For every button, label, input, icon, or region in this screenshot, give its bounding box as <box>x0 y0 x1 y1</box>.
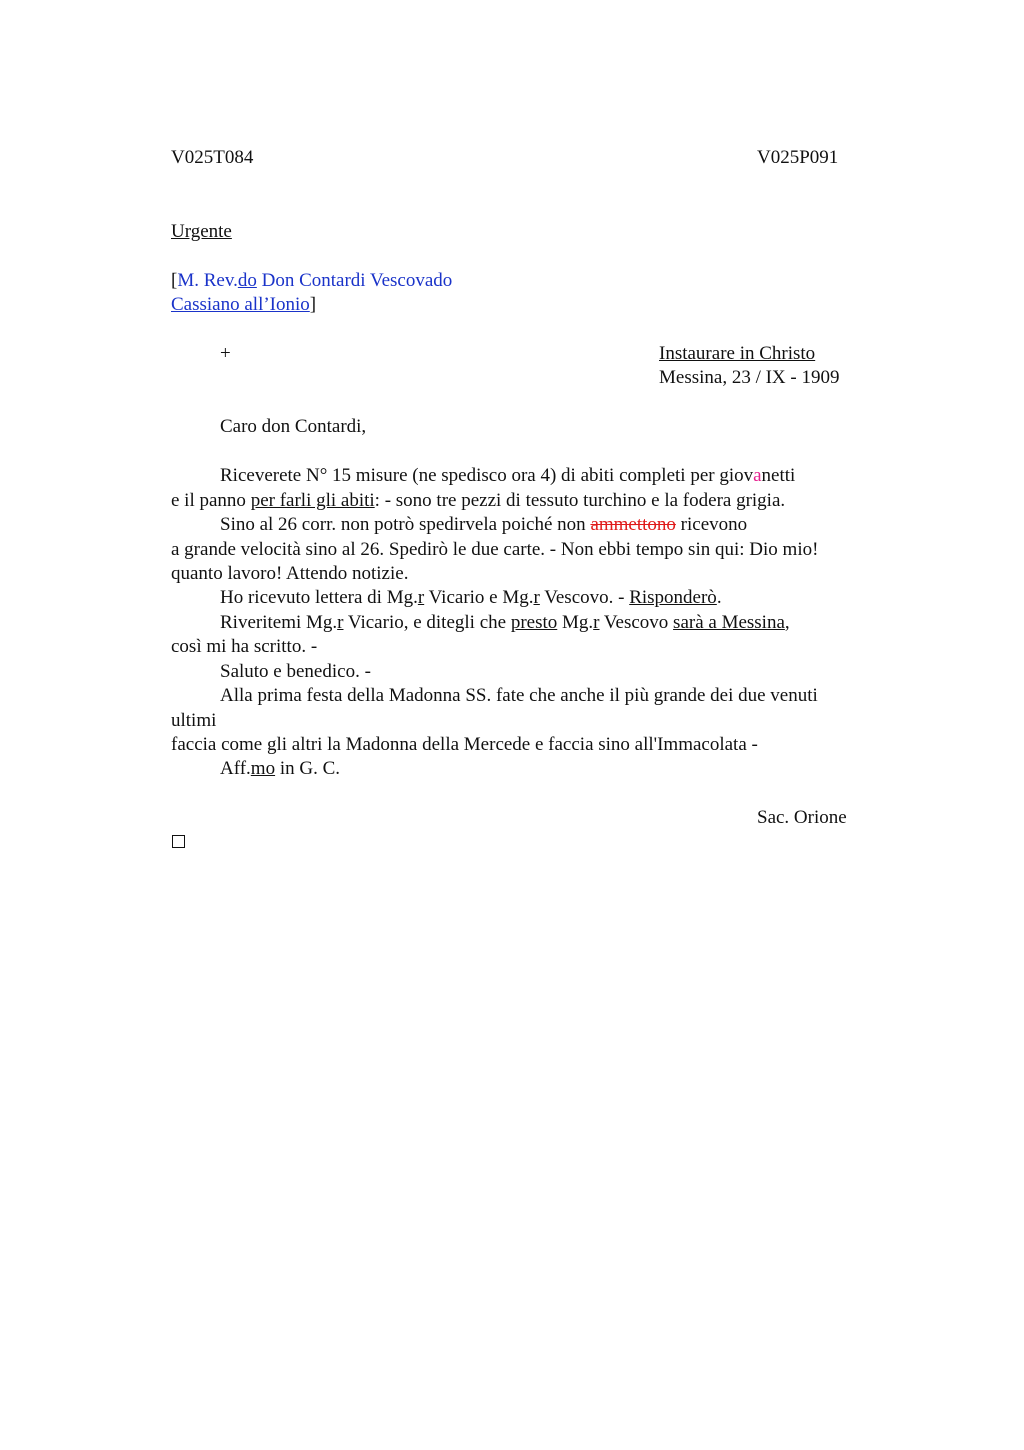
addressee-place: Cassiano all’Ionio <box>171 294 310 315</box>
underlined-text: mo <box>250 758 276 779</box>
underlined-text: r <box>417 587 425 608</box>
underlined-text: Risponderò <box>629 587 717 608</box>
addressee-line-1 <box>171 269 452 293</box>
text-run: Riveritemi Mg. <box>220 612 338 633</box>
text-run: Vicario, e ditegli che <box>343 612 511 633</box>
text-run: netti <box>761 465 796 486</box>
body-line <box>220 513 747 537</box>
text-run: ricevono <box>675 514 748 535</box>
addressee-title-sup: do <box>237 270 257 291</box>
text-run: Sino al 26 corr. non potrò spedirvela poiché non <box>220 514 591 535</box>
underlined-text: r <box>533 587 540 608</box>
text-run: Mg. <box>557 612 594 633</box>
body-line: ultimi <box>171 710 217 731</box>
body-line: Saluto e benedico. - <box>220 661 371 682</box>
closing <box>220 757 340 781</box>
text-run: in G. C. <box>275 758 341 779</box>
checkbox-square-icon <box>172 835 185 848</box>
inserted-letter: a <box>753 465 762 486</box>
addressee-bracket-open: [ <box>171 270 178 291</box>
text-run: , <box>784 612 790 633</box>
cross-mark: + <box>220 343 231 364</box>
text-run: Riceverete N° 15 misure (ne spedisco ora 4) di abiti completi per giov <box>220 465 754 486</box>
addressee-line-2 <box>171 293 316 317</box>
body-line <box>220 611 790 635</box>
document-code-right: V025P091 <box>757 147 839 168</box>
urgent-label: Urgente <box>171 221 232 242</box>
greeting: Caro don Contardi, <box>220 416 367 437</box>
body-line: Alla prima festa della Madonna SS. fate che anche il più grande dei due venuti <box>220 685 818 706</box>
underlined-text: presto <box>510 612 558 633</box>
text-run: Vescovo <box>599 612 674 633</box>
text-run: Vicario e Mg. <box>424 587 534 608</box>
text-run: Aff. <box>220 758 251 779</box>
underlined-text: r <box>337 612 344 633</box>
body-line: faccia come gli altri la Madonna della Mercede e faccia sino all'Immacolata - <box>171 734 758 755</box>
addressee-bracket-close: ] <box>309 294 317 315</box>
body-line <box>220 464 795 488</box>
document-code-left: V025T084 <box>171 147 254 168</box>
body-line: così mi ha scritto. - <box>171 636 318 657</box>
addressee-title: M. Rev. <box>177 270 238 291</box>
body-line: quanto lavoro! Attendo notizie. <box>171 563 409 584</box>
text-run: Ho ricevuto lettera di Mg. <box>220 587 418 608</box>
body-line <box>171 489 785 513</box>
motto: Instaurare in Christo <box>659 343 816 364</box>
text-run: . <box>716 587 722 608</box>
text-run: Vescovo. - <box>539 587 630 608</box>
addressee-name: Don Contardi Vescovado <box>256 270 453 291</box>
text-run: e il panno <box>171 490 251 511</box>
body-line <box>220 586 722 610</box>
underlined-text: per farli gli abiti <box>250 490 375 511</box>
struck-text: ammettono <box>590 514 676 535</box>
text-run: : - sono tre pezzi di tessuto turchino e la fodera grigia. <box>374 490 786 511</box>
underlined-text: sarà a Messina <box>673 612 785 633</box>
underlined-text: r <box>593 612 600 633</box>
signature: Sac. Orione <box>757 807 847 828</box>
place-date: Messina, 23 / IX - 1909 <box>659 367 840 388</box>
body-line: a grande velocità sino al 26. Spedirò le due carte. - Non ebbi tempo sin qui: Dio mio! <box>171 539 819 560</box>
